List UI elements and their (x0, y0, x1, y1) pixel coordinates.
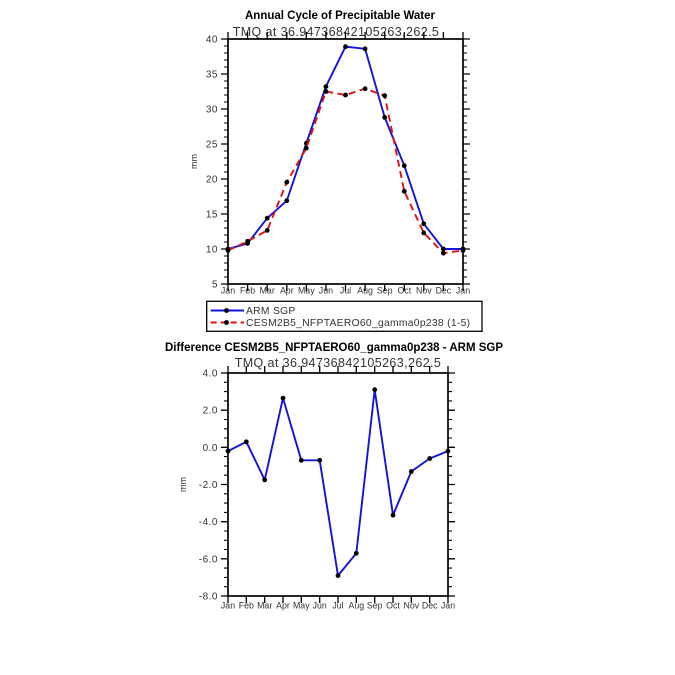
legend-marker (224, 308, 229, 313)
data-point-marker (324, 84, 329, 89)
y-tick-label: 0.0 (202, 442, 218, 454)
x-tick-label: Mar (257, 600, 273, 611)
series-line (228, 47, 463, 249)
data-point-marker (391, 513, 396, 518)
data-point-marker (265, 228, 270, 233)
data-point-marker (244, 439, 249, 444)
chart1-y-axis-label: mm (189, 154, 199, 169)
data-point-marker (363, 46, 368, 51)
x-tick-label: Jan (440, 600, 456, 611)
x-tick-label: May (297, 285, 315, 296)
chart1-subtitle: TMQ at 36.94736842105263,262.5 (232, 25, 440, 39)
y-tick-label: 25 (205, 139, 218, 151)
data-point-marker (421, 231, 426, 236)
x-tick-label: Aug (357, 285, 373, 296)
x-tick-label: Sep (376, 285, 393, 296)
x-tick-label: Dec (435, 285, 452, 296)
chart2-title: Difference CESM2B5_NFPTAERO60_gamma0p238 - ARM SGP (164, 342, 504, 354)
x-tick-label: Oct (397, 285, 412, 296)
data-point-marker (226, 449, 231, 454)
x-tick-label: Aug (348, 600, 365, 611)
data-point-marker (427, 456, 432, 461)
y-tick-label: 40 (205, 34, 218, 46)
data-point-marker (343, 93, 348, 98)
legend-marker (224, 320, 229, 325)
x-tick-label: Apr (276, 600, 290, 611)
x-tick-label: Oct (386, 600, 400, 611)
data-point-marker (324, 89, 329, 94)
data-point-marker (284, 180, 289, 185)
y-tick-label: 10 (205, 244, 218, 256)
data-point-marker (354, 551, 359, 556)
y-tick-label: 15 (205, 209, 218, 221)
chart1-title: Annual Cycle of Precipitable Water (244, 10, 436, 22)
data-point-marker (299, 458, 304, 463)
data-point-marker (441, 251, 446, 256)
x-tick-label: Feb (240, 285, 256, 296)
data-point-marker (304, 146, 309, 151)
data-point-marker (343, 44, 348, 49)
data-point-marker (402, 189, 407, 194)
data-point-marker (262, 478, 267, 483)
data-point-marker (446, 449, 451, 454)
data-point-marker (281, 396, 286, 401)
data-point-marker (336, 573, 341, 578)
x-tick-label: Nov (415, 285, 432, 296)
legend-label: CESM2B5_NFPTAERO60_gamma0p238 (1-5) (246, 318, 471, 329)
plot-frame (228, 373, 448, 596)
data-point-marker (372, 387, 377, 392)
x-tick-label: Jun (318, 285, 333, 296)
y-tick-label: -4.0 (198, 517, 218, 529)
x-tick-label: Sep (366, 600, 383, 611)
data-point-marker (245, 239, 250, 244)
y-tick-label: 2.0 (202, 405, 218, 417)
x-tick-label: May (292, 600, 310, 611)
y-tick-label: 35 (205, 69, 218, 81)
y-tick-label: 30 (205, 104, 218, 116)
data-point-marker (382, 115, 387, 120)
data-point-marker (284, 198, 289, 203)
chart2-subtitle: TMQ at 36.94736842105263,262.5 (234, 356, 442, 370)
x-tick-label: Jan (220, 600, 236, 611)
chart2-y-axis-label: mm (178, 477, 188, 492)
x-tick-label: Mar (259, 285, 275, 296)
major-ticks (221, 32, 470, 291)
x-tick-label: Apr (279, 285, 294, 296)
x-tick-label: Jul (339, 285, 352, 296)
data-point-marker (265, 216, 270, 221)
x-tick-label: Jan (455, 285, 471, 296)
data-point-marker (441, 247, 446, 252)
y-tick-label: -8.0 (198, 591, 218, 603)
data-point-marker (382, 93, 387, 98)
data-point-marker (421, 221, 426, 226)
x-tick-label: Dec (421, 600, 438, 611)
legend-label: ARM SGP (246, 306, 296, 317)
chart1-legend (207, 301, 482, 331)
data-point-marker (363, 86, 368, 91)
difference-chart (0, 340, 675, 675)
y-tick-label: 5 (211, 279, 218, 291)
data-point-marker (409, 469, 414, 474)
x-tick-label: Feb (238, 600, 254, 611)
major-ticks (221, 366, 455, 603)
y-tick-label: 4.0 (202, 368, 218, 380)
chart1-plot-area (206, 32, 470, 296)
y-tick-label: 20 (205, 174, 218, 186)
data-point-marker (461, 248, 466, 253)
x-tick-label: Jul (332, 600, 344, 611)
minor-ticks (224, 382, 452, 586)
plot-frame (228, 39, 463, 284)
data-point-marker (402, 163, 407, 168)
x-tick-label: Nov (403, 600, 420, 611)
minor-ticks (224, 46, 467, 277)
chart2-plot-area (199, 366, 455, 611)
y-tick-label: -2.0 (198, 480, 218, 491)
y-tick-label: -6.0 (198, 554, 218, 566)
data-point-marker (226, 248, 231, 253)
data-point-marker (317, 458, 322, 463)
series-line (228, 390, 448, 576)
x-tick-label: Jan (220, 285, 236, 296)
x-tick-label: Jun (312, 600, 327, 611)
